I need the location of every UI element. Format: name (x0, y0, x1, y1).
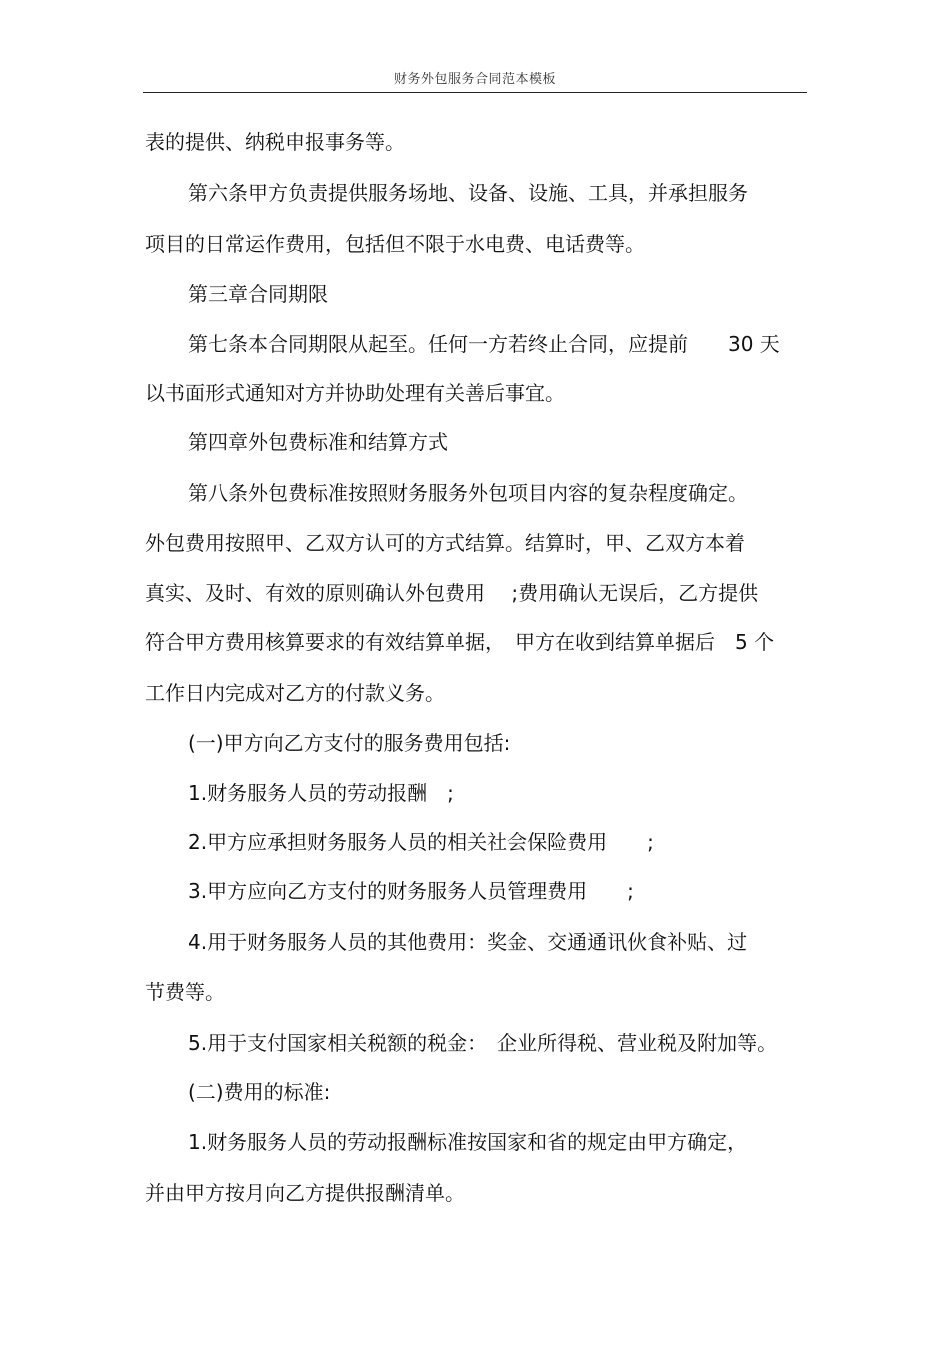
chapter-heading: 第四章外包费标准和结算方式 (188, 430, 448, 454)
text-line: (一)甲方向乙方支付的服务费用包括: (188, 731, 511, 755)
list-item: 1.财务服务人员的劳动报酬 ; (188, 781, 454, 805)
text-line: 符合甲方费用核算要求的有效结算单据， 甲方在收到结算单据后 5 个 (145, 630, 775, 654)
page-header (143, 58, 807, 93)
text-line: 真实、及时、有效的原则确认外包费用 ;费用确认无误后，乙方提供 (145, 581, 759, 605)
text-line: 并由甲方按月向乙方提供报酬清单。 (145, 1181, 465, 1205)
text-line: 第八条外包费标准按照财务服务外包项目内容的复杂程度确定。 (188, 481, 748, 505)
text-line: (二)费用的标准: (188, 1080, 331, 1104)
chapter-heading: 第三章合同期限 (188, 282, 328, 306)
text-line: 以书面形式通知对方并协助处理有关善后事宜。 (145, 381, 565, 405)
text-line: 外包费用按照甲、乙双方认可的方式结算。结算时，甲、乙双方本着 (145, 531, 745, 555)
document-title: 财务外包服务合同范本模板 (393, 72, 556, 87)
list-item: 2.甲方应承担财务服务人员的相关社会保险费用 ; (188, 830, 654, 854)
text-line: 第七条本合同期限从起至。任何一方若终止合同，应提前 30 天 (188, 332, 780, 356)
list-item: 3.甲方应向乙方支付的财务服务人员管理费用 ; (188, 879, 634, 903)
list-item: 4.用于财务服务人员的其他费用：奖金、交通通讯伙食补贴、过 (188, 930, 748, 954)
text-line: 第六条甲方负责提供服务场地、设备、设施、工具，并承担服务 (188, 181, 748, 205)
list-item: 5.用于支付国家相关税额的税金： 企业所得税、营业税及附加等。 (188, 1031, 778, 1055)
text-line: 项目的日常运作费用，包括但不限于水电费、电话费等。 (145, 232, 645, 256)
text-line: 节费等。 (145, 980, 225, 1004)
list-item: 1.财务服务人员的劳动报酬标准按国家和省的规定由甲方确定， (188, 1130, 748, 1154)
text-line: 工作日内完成对乙方的付款义务。 (145, 681, 445, 705)
text-line: 表的提供、纳税申报事务等。 (145, 130, 405, 154)
